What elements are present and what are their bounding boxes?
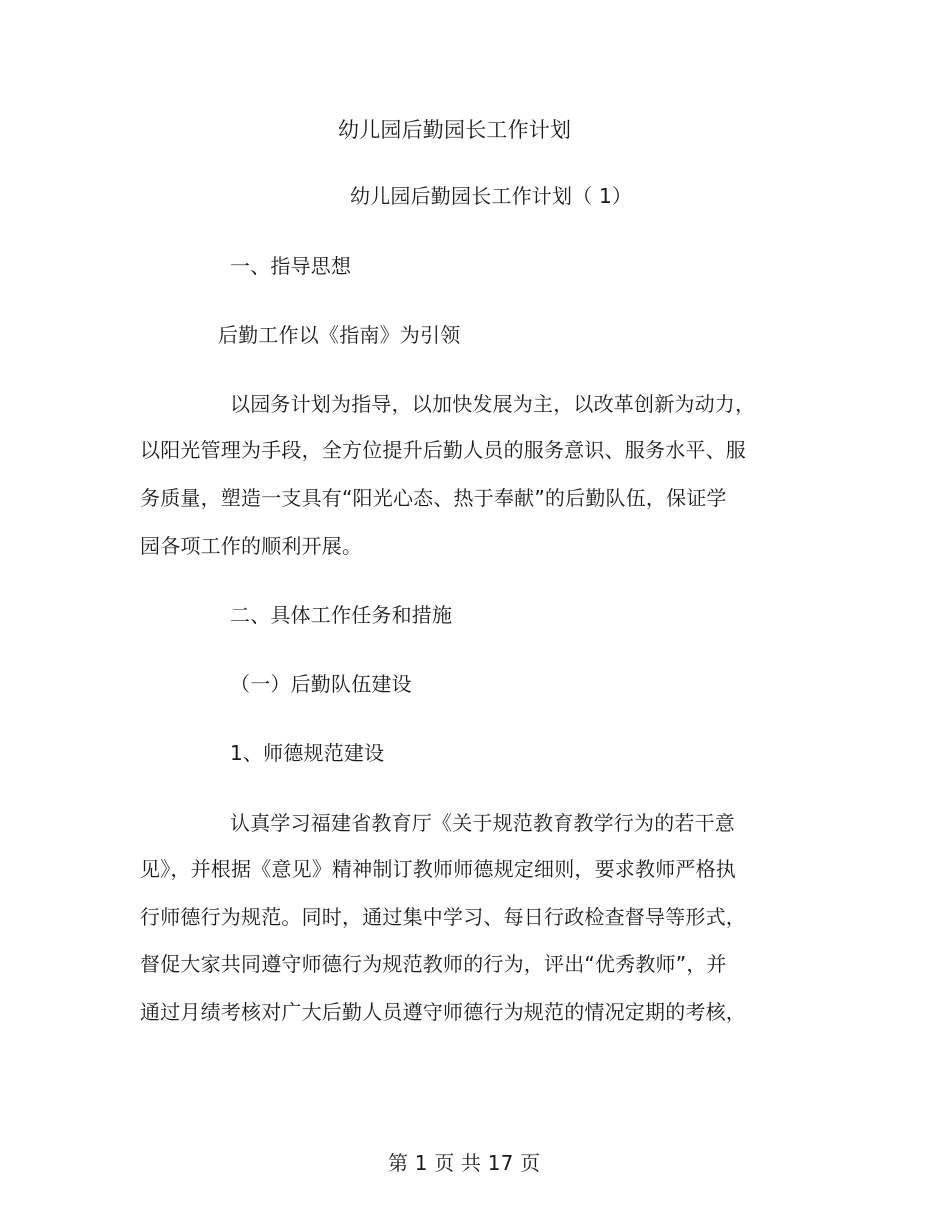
document-subtitle: 幼儿园后勤园长工作计划（ 1） [350,184,633,208]
section-lead-text: 后勤工作以《指南》为引领 [218,323,461,347]
section-heading-tasks: 二、具体工作任务和措施 [230,603,453,627]
paragraph-line: 通过月绩考核对广大后勤人员遵守师德行为规范的情况定期的考核， [140,1000,746,1024]
paragraph-line: 认真学习福建省教育厅《关于规范教育教学行为的若干意 [230,811,735,835]
section-heading-guiding-thought: 一、指导思想 [230,254,352,278]
paragraph-line: 以阳光管理为手段，全方位提升后勤人员的服务意识、服务水平、服 [140,438,746,462]
paragraph-line: 园各项工作的顺利开展。 [140,534,363,558]
paragraph-line: 务质量，塑造一支具有“阳光心态、热于奉献”的后勤队伍，保证学 [140,486,727,510]
item-heading-ethics: 1、师德规范建设 [230,741,385,765]
subsection-heading-team: （一）后勤队伍建设 [230,672,412,696]
paragraph-line: 督促大家共同遵守师德行为规范教师的行为，评出“优秀教师”，并 [140,952,727,976]
paragraph-line: 见》，并根据《意见》精神制订教师师德规定细则，要求教师严格执 [140,857,736,881]
page-number-footer: 第 1 页 共 17 页 [388,1151,541,1175]
document-title: 幼儿园后勤园长工作计划 [338,118,572,142]
paragraph-line: 行师德行为规范。同时，通过集中学习、每日行政检查督导等形式， [140,905,746,929]
paragraph-line: 以园务计划为指导，以加快发展为主，以改革创新为动力， [230,392,756,416]
